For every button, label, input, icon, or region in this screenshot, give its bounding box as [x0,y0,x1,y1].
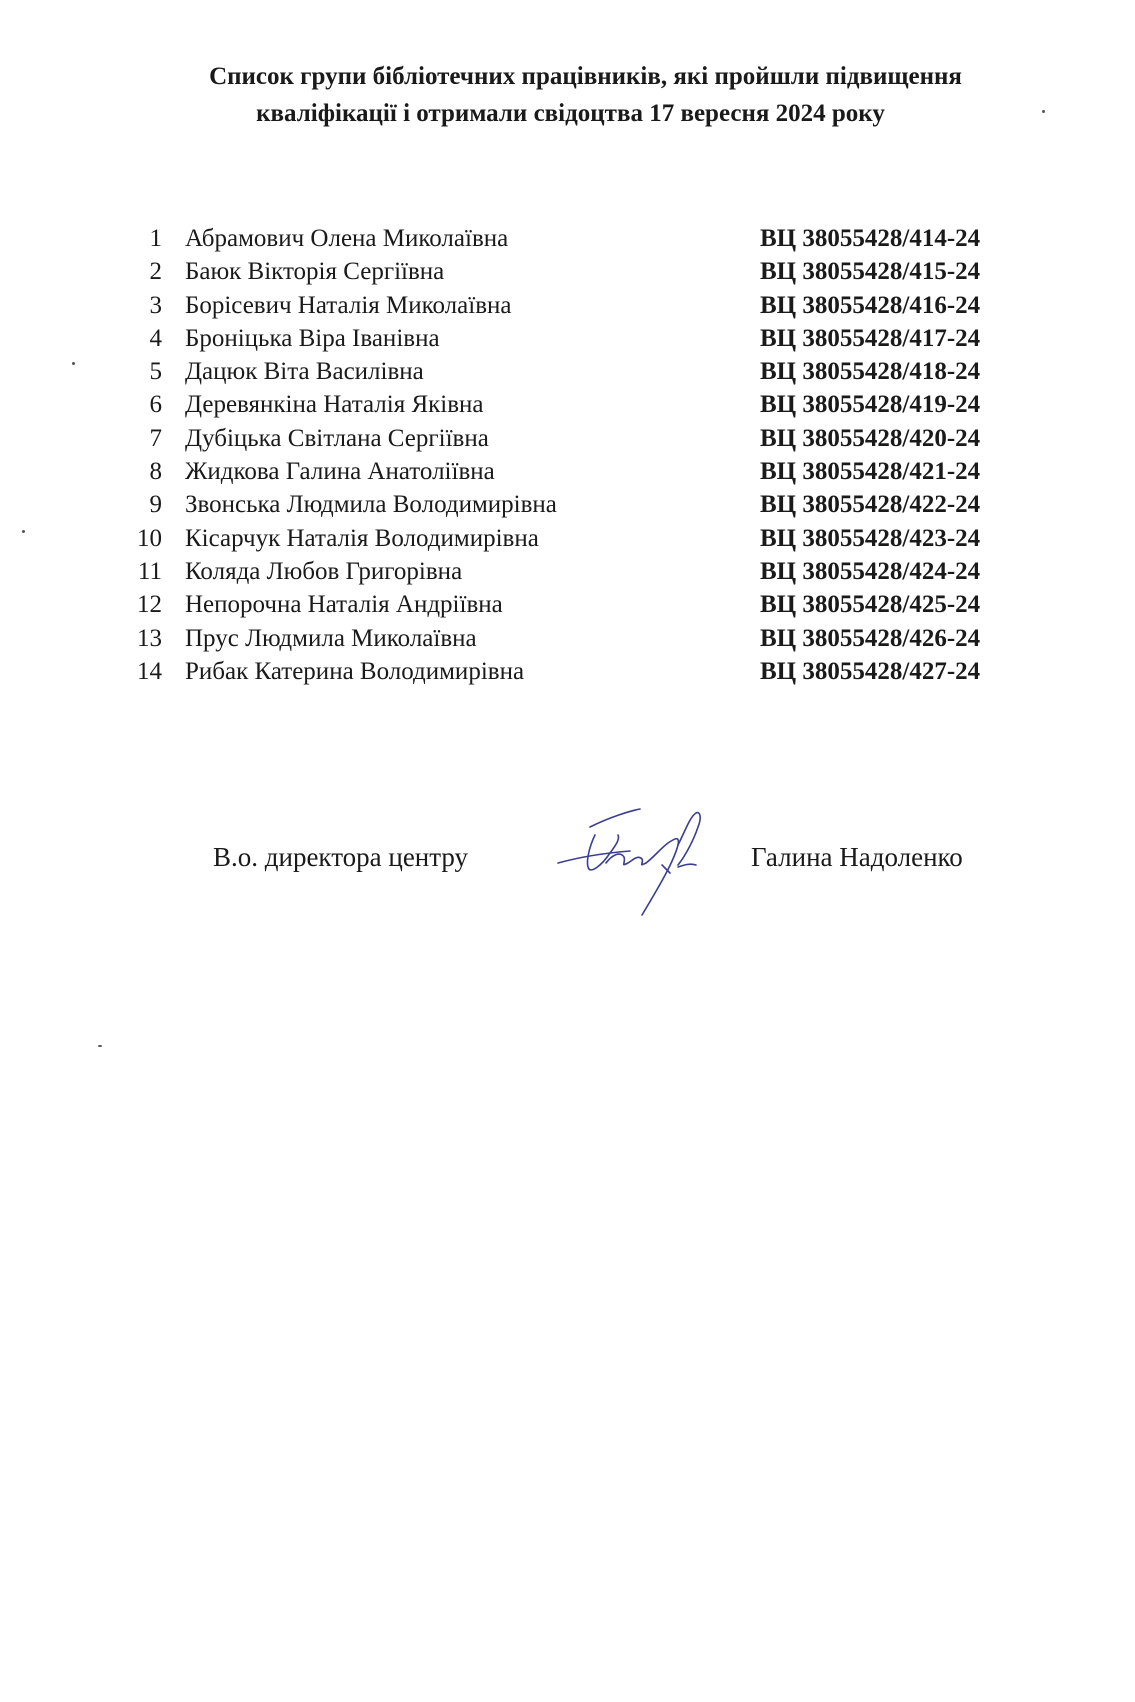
list-row [120,222,1020,255]
person-name: Броніцька Віра Іванівна [185,324,440,352]
list-row [120,355,1020,388]
certificate-number: ВЦ 38055428/416-24 [760,291,981,319]
person-name: Борісевич Наталія Миколаївна [185,291,512,319]
handwritten-signature [550,805,720,920]
person-name: Кісарчук Наталія Володимирівна [185,524,539,552]
certificate-number: ВЦ 38055428/414-24 [760,225,981,252]
certificate-number: ВЦ 38055428/424-24 [760,557,981,585]
person-name: Дубіцька Світлана Сергіївна [185,424,489,452]
row-number: 10 [137,524,162,552]
list-row [120,289,1020,322]
title-line-1: Список групи бібліотечних працівників, які пройшли підвищення [209,63,962,90]
row-number: 14 [137,657,162,685]
row-number: 9 [149,491,162,519]
list-row [120,455,1020,488]
row-number: 5 [149,358,162,386]
person-name: Абрамович Олена Миколаївна [185,225,509,252]
certificate-number: ВЦ 38055428/426-24 [760,624,981,652]
person-name: Дацюк Віта Василівна [185,358,424,386]
list-row [120,555,1020,588]
person-name: Жидкова Галина Анатоліївна [185,458,495,486]
certificate-number: ВЦ 38055428/421-24 [760,458,981,486]
row-number: 4 [149,324,162,352]
recipients-list [120,222,1020,688]
certificate-number: ВЦ 38055428/418-24 [760,358,981,386]
list-row [120,388,1020,421]
list-row [120,488,1020,521]
person-name: Коляда Любов Григорівна [185,557,463,585]
person-name: Звонська Людмила Володимирівна [185,491,557,519]
person-name: Баюк Вікторія Сергіївна [185,258,445,286]
list-row [120,422,1020,455]
certificate-number: ВЦ 38055428/425-24 [760,591,981,619]
certificate-number: ВЦ 38055428/419-24 [760,391,981,419]
row-number: 7 [149,424,162,452]
row-number: 8 [149,458,162,486]
document-title [0,58,1135,132]
list-row [120,522,1020,555]
certificate-number: ВЦ 38055428/417-24 [760,324,981,352]
row-number: 3 [149,291,162,319]
person-name: Прус Людмила Миколаївна [185,624,477,652]
row-number: 13 [137,624,162,652]
certificate-number: ВЦ 38055428/415-24 [760,258,981,286]
person-name: Рибак Катерина Володимирівна [185,657,525,685]
person-name: Деревянкіна Наталія Яківна [185,391,484,419]
certificate-number: ВЦ 38055428/420-24 [760,424,981,452]
row-number: 2 [149,258,162,286]
row-number: 11 [137,557,162,585]
signatory-name: Галина Надоленко [751,842,963,872]
row-number: 1 [149,225,162,252]
list-row [120,622,1020,655]
list-row [120,588,1020,621]
list-row [120,655,1020,688]
scan-speck [22,530,25,533]
certificate-number: ВЦ 38055428/423-24 [760,524,981,552]
scan-speck [98,1045,102,1047]
scan-speck [72,362,75,365]
list-row [120,255,1020,288]
row-number: 6 [149,391,162,419]
title-line-2: кваліфікації і отримали свідоцтва 17 вересня 2024 року [256,100,885,127]
certificate-number: ВЦ 38055428/427-24 [760,657,981,685]
scan-speck [1042,110,1045,113]
person-name: Непорочна Наталія Андріївна [185,591,503,619]
list-row [120,322,1020,355]
certificate-number: ВЦ 38055428/422-24 [760,491,981,519]
row-number: 12 [137,591,162,619]
signatory-role: В.о. директора центру [213,842,469,872]
